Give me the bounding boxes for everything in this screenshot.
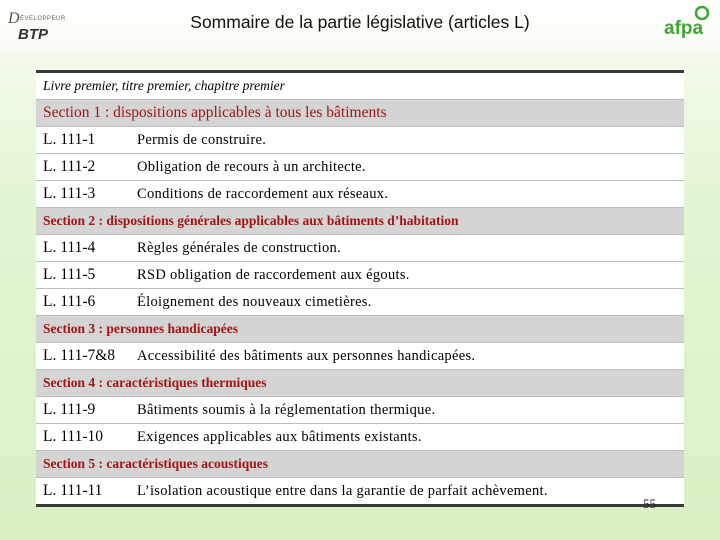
section-row-2	[36, 208, 684, 235]
section-title: Section 5 : caractéristiques acoustiques	[43, 456, 268, 471]
article-text: Conditions de raccordement aux réseaux.	[137, 185, 389, 202]
article-code: L. 111-6	[43, 293, 96, 310]
section-row-1	[36, 100, 684, 127]
article-row	[36, 154, 684, 181]
logo-btp-text: BTP	[18, 26, 48, 43]
article-code: L. 111-9	[43, 401, 96, 418]
article-code: L. 111-1	[43, 131, 96, 148]
article-row	[36, 289, 684, 316]
page-title: Sommaire de la partie législative (articles L)	[190, 12, 530, 32]
article-row	[36, 262, 684, 289]
section-title: Section 1 : dispositions applicables à tous les bâtiments	[43, 104, 387, 121]
slide-header	[0, 0, 720, 52]
article-row	[36, 343, 684, 370]
article-text: Accessibilité des bâtiments aux personnes handicapées.	[137, 347, 476, 364]
table-heading: Livre premier, titre premier, chapitre premier	[43, 78, 285, 93]
article-code: L. 111-7&8	[43, 347, 116, 364]
article-text: L’isolation acoustique entre dans la garantie de parfait achèvement.	[137, 482, 548, 499]
section-title: Section 3 : personnes handicapées	[43, 321, 239, 336]
article-row	[36, 478, 684, 507]
table-heading-row	[36, 70, 684, 100]
article-text: Règles générales de construction.	[137, 239, 341, 256]
article-row	[36, 127, 684, 154]
section-row-5	[36, 451, 684, 478]
article-row	[36, 235, 684, 262]
article-text: Exigences applicables aux bâtiments existants.	[137, 428, 422, 445]
article-code: L. 111-4	[43, 239, 96, 256]
article-code: L. 111-5	[43, 266, 96, 283]
article-code: L. 111-10	[43, 428, 103, 445]
article-text: Permis de construire.	[137, 131, 267, 148]
article-row	[36, 397, 684, 424]
article-code: L. 111-3	[43, 185, 96, 202]
page-number: 55	[643, 496, 656, 511]
article-text: Éloignement des nouveaux cimetières.	[137, 293, 372, 310]
afpa-logo-text: afpa	[664, 18, 704, 39]
legislative-summary-table	[36, 70, 684, 507]
logo-small-text: ÉVELOPPEUR	[20, 16, 66, 22]
logo-d-letter: D	[8, 10, 20, 27]
article-row	[36, 181, 684, 208]
section-title: Section 4 : caractéristiques thermiques	[43, 375, 267, 390]
article-text: RSD obligation de raccordement aux égouts.	[137, 266, 410, 283]
article-text: Bâtiments soumis à la réglementation thermique.	[137, 401, 436, 418]
article-text: Obligation de recours à un architecte.	[137, 158, 366, 175]
section-row-4	[36, 370, 684, 397]
section-title: Section 2 : dispositions générales applicables aux bâtiments d’habitation	[43, 213, 459, 228]
article-code: L. 111-2	[43, 158, 96, 175]
afpa-logo	[662, 4, 714, 44]
article-row	[36, 424, 684, 451]
section-row-3	[36, 316, 684, 343]
article-code: L. 111-11	[43, 482, 103, 499]
